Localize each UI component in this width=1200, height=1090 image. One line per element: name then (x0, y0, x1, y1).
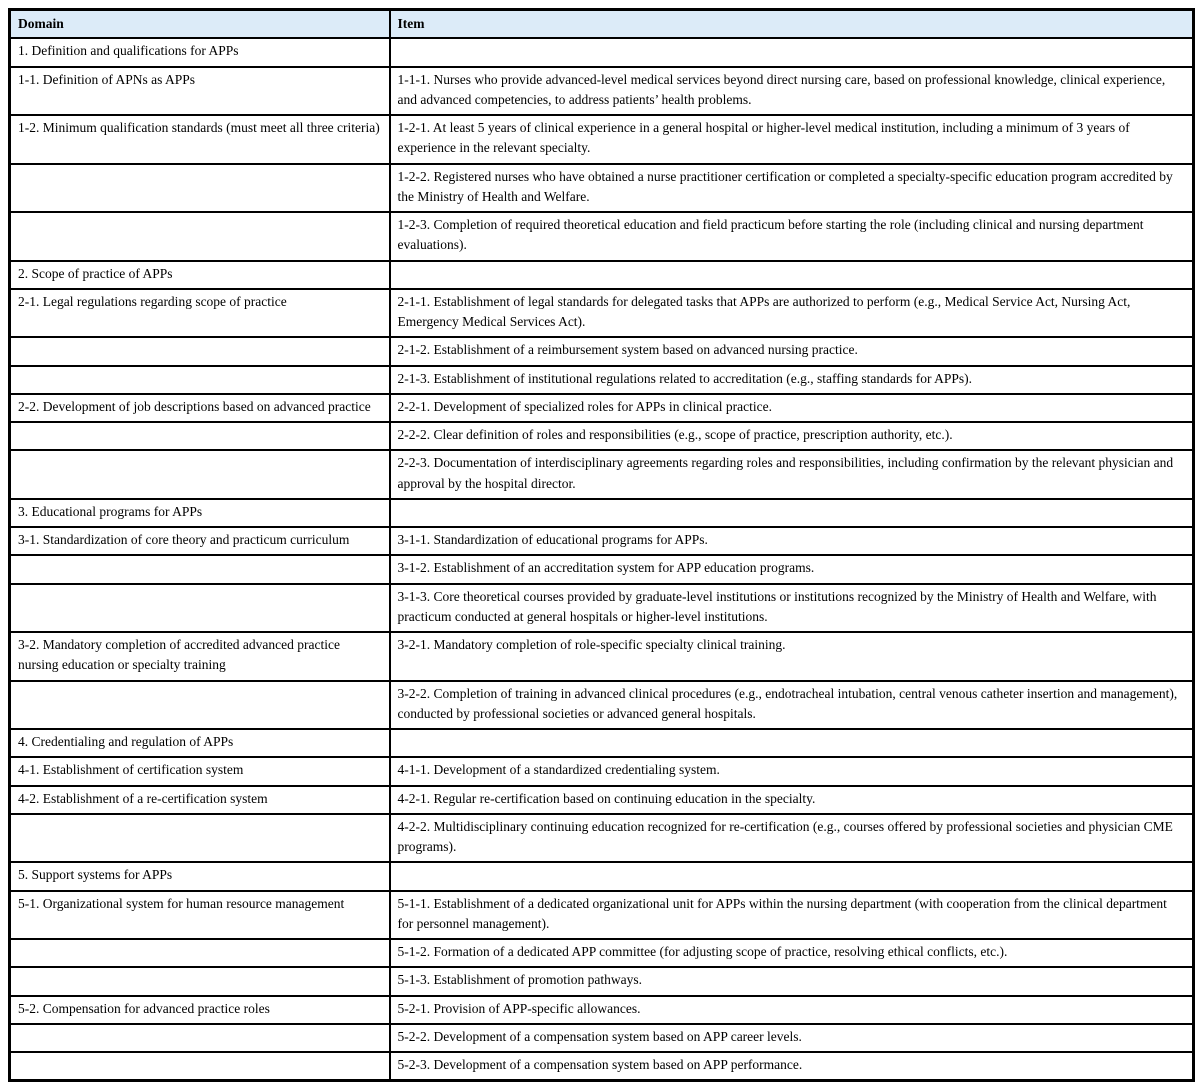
domain-cell: 1-1. Definition of APNs as APPs (10, 67, 390, 116)
table-row (10, 891, 1194, 940)
domain-cell: 2-1. Legal regulations regarding scope of practice (10, 289, 390, 338)
table-row (10, 939, 1194, 967)
table-row (10, 394, 1194, 422)
item-cell (390, 261, 1194, 289)
domain-cell (10, 939, 390, 967)
domain-cell: 3-2. Mandatory completion of accredited advanced practice nursing education or specialty training (10, 632, 390, 681)
domain-cell: 2-2. Development of job descriptions based on advanced practice (10, 394, 390, 422)
table-row (10, 422, 1194, 450)
table-row (10, 67, 1194, 116)
table-row (10, 681, 1194, 730)
item-cell: 4-1-1. Development of a standardized credentialing system. (390, 757, 1194, 785)
column-header-domain: Domain (10, 10, 390, 39)
section-row (10, 499, 1194, 527)
domain-cell: 5. Support systems for APPs (10, 862, 390, 890)
domain-cell: 2. Scope of practice of APPs (10, 261, 390, 289)
table-row (10, 164, 1194, 213)
domain-cell (10, 584, 390, 633)
table-row (10, 366, 1194, 394)
domain-cell: 4-1. Establishment of certification system (10, 757, 390, 785)
item-cell: 1-2-3. Completion of required theoretical education and field practicum before starting the role (including clinical and nursing department evaluations). (390, 212, 1194, 261)
item-cell: 2-1-2. Establishment of a reimbursement system based on advanced nursing practice. (390, 337, 1194, 365)
item-cell: 3-2-1. Mandatory completion of role-specific specialty clinical training. (390, 632, 1194, 681)
domain-cell (10, 681, 390, 730)
table-row (10, 555, 1194, 583)
domain-cell (10, 422, 390, 450)
item-cell: 4-2-2. Multidisciplinary continuing education recognized for re-certification (e.g., courses offered by professional societies and physician CME programs). (390, 814, 1194, 863)
table-row (10, 337, 1194, 365)
section-row (10, 261, 1194, 289)
domain-cell: 3-1. Standardization of core theory and practicum curriculum (10, 527, 390, 555)
domain-cell (10, 337, 390, 365)
table-row (10, 967, 1194, 995)
item-cell (390, 499, 1194, 527)
domain-cell: 4-2. Establishment of a re-certification system (10, 786, 390, 814)
item-cell: 5-2-3. Development of a compensation system based on APP performance. (390, 1052, 1194, 1081)
item-cell: 2-1-3. Establishment of institutional regulations related to accreditation (e.g., staffing standards for APPs). (390, 366, 1194, 394)
domain-cell (10, 814, 390, 863)
domain-cell (10, 967, 390, 995)
table-row (10, 757, 1194, 785)
domain-cell (10, 450, 390, 499)
domain-item-table (8, 8, 1195, 1082)
domain-cell (10, 1024, 390, 1052)
table-row (10, 584, 1194, 633)
item-cell: 4-2-1. Regular re-certification based on continuing education in the specialty. (390, 786, 1194, 814)
item-cell: 2-2-1. Development of specialized roles for APPs in clinical practice. (390, 394, 1194, 422)
table-row (10, 527, 1194, 555)
item-cell (390, 729, 1194, 757)
item-cell: 5-2-1. Provision of APP-specific allowances. (390, 996, 1194, 1024)
table-row (10, 289, 1194, 338)
domain-cell: 1-2. Minimum qualification standards (must meet all three criteria) (10, 115, 390, 164)
item-cell: 2-2-2. Clear definition of roles and responsibilities (e.g., scope of practice, prescription authority, etc.). (390, 422, 1194, 450)
section-row (10, 862, 1194, 890)
item-cell: 1-1-1. Nurses who provide advanced-level medical services beyond direct nursing care, based on professional knowledge, clinical experience, and advanced competencies, to address patients’ health problems. (390, 67, 1194, 116)
item-cell: 3-1-2. Establishment of an accreditation system for APP education programs. (390, 555, 1194, 583)
table-row (10, 632, 1194, 681)
item-cell: 5-1-2. Formation of a dedicated APP committee (for adjusting scope of practice, resolving ethical conflicts, etc.). (390, 939, 1194, 967)
domain-cell (10, 212, 390, 261)
domain-cell (10, 366, 390, 394)
item-cell: 5-2-2. Development of a compensation system based on APP career levels. (390, 1024, 1194, 1052)
domain-cell: 5-1. Organizational system for human resource management (10, 891, 390, 940)
item-cell: 1-2-2. Registered nurses who have obtained a nurse practitioner certification or completed a specialty-specific education program accredited by the Ministry of Health and Welfare. (390, 164, 1194, 213)
table-body (10, 38, 1194, 1081)
table-row (10, 115, 1194, 164)
table-row (10, 212, 1194, 261)
domain-cell (10, 164, 390, 213)
item-cell: 3-1-3. Core theoretical courses provided by graduate-level institutions or institutions recognized by the Ministry of Health and Welfare, with practicum conducted at general hospitals or higher-level institutions. (390, 584, 1194, 633)
domain-cell: 5-2. Compensation for advanced practice roles (10, 996, 390, 1024)
item-cell: 3-1-1. Standardization of educational programs for APPs. (390, 527, 1194, 555)
item-cell: 2-1-1. Establishment of legal standards for delegated tasks that APPs are authorized to perform (e.g., Medical Service Act, Nursing Act, Emergency Medical Services Act). (390, 289, 1194, 338)
domain-cell (10, 555, 390, 583)
table-row (10, 996, 1194, 1024)
domain-cell (10, 1052, 390, 1081)
item-cell: 5-1-1. Establishment of a dedicated organizational unit for APPs within the nursing department (with cooperation from the clinical department for personnel management). (390, 891, 1194, 940)
item-cell: 2-2-3. Documentation of interdisciplinary agreements regarding roles and responsibilities, including confirmation by the relevant physician and approval by the hospital director. (390, 450, 1194, 499)
item-cell (390, 862, 1194, 890)
domain-cell: 1. Definition and qualifications for APPs (10, 38, 390, 66)
item-cell: 3-2-2. Completion of training in advanced clinical procedures (e.g., endotracheal intubation, central venous catheter insertion and management), conducted by professional societies or advanced general hospitals. (390, 681, 1194, 730)
table-header-row (10, 10, 1194, 39)
section-row (10, 38, 1194, 66)
table-row (10, 1024, 1194, 1052)
column-header-item: Item (390, 10, 1194, 39)
table-row (10, 786, 1194, 814)
item-cell: 1-2-1. At least 5 years of clinical experience in a general hospital or higher-level medical institution, including a minimum of 3 years of experience in the relevant specialty. (390, 115, 1194, 164)
domain-cell: 4. Credentialing and regulation of APPs (10, 729, 390, 757)
table-row (10, 1052, 1194, 1081)
item-cell: 5-1-3. Establishment of promotion pathways. (390, 967, 1194, 995)
section-row (10, 729, 1194, 757)
item-cell (390, 38, 1194, 66)
table-row (10, 814, 1194, 863)
table-row (10, 450, 1194, 499)
domain-cell: 3. Educational programs for APPs (10, 499, 390, 527)
